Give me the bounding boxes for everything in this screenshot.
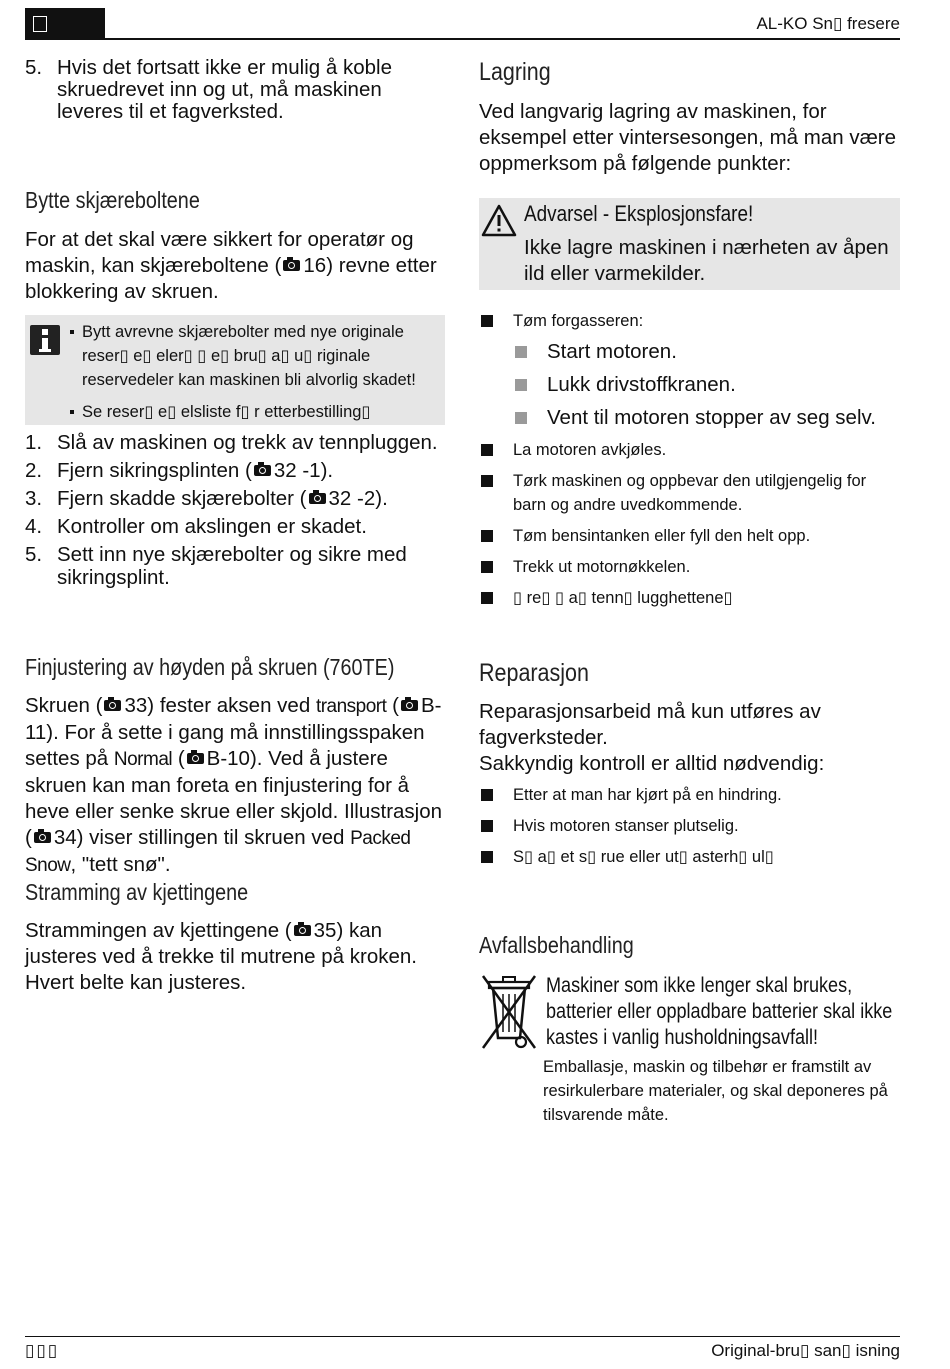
warning-triangle-icon [481,204,517,238]
step-number: 5. [25,543,43,566]
heading-storage: Lagring [479,58,551,86]
intro-text-b: ) revne etter blokkering av skruen. [25,254,437,303]
info-item: Bytt avrevne skjærebolter med nye originale reser▯ e▯ eler▯ ▯ e▯ bru▯ a▯ u▯ riginale reservedeler kan maskinen bli alvorlig skadet! [70,320,440,392]
chain-text: Strammingen av kjettingene ( 35) kan justeres ved å trekke til mutrene på kroken. Hvert belte kan justeres. [25,919,417,994]
figure-ref: 33 [124,694,148,717]
step-text: ). [320,459,334,482]
list-item: Tørk maskinen og oppbevar den utilgjengelig for barn og andre uvedkommende. [479,469,900,517]
setting-name: Packed Snow [25,828,411,876]
warning-text: Ikke lagre maskinen i nærheten av åpen ild eller varmekilder. [524,236,889,285]
step-number: 3. [25,487,43,510]
info-item: Se reser▯ e▯ elsliste f▯ r etterbestilling▯ [70,400,440,424]
header-title: AL-KO Sn▯ fresere [756,14,900,33]
heading-disposal: Avfallsbehandling [479,932,634,958]
step-text: Kontroller om akslingen er skadet. [57,515,367,538]
sub-list-item: Lukk drivstoffkranen. [513,372,900,398]
warning-title: Advarsel - Eksplosjonsfare! [524,201,754,226]
shear-bolts-intro [25,227,445,305]
figure-ref: 35 [313,919,337,942]
shear-bolts-steps [25,431,445,594]
step-item [25,459,445,482]
list-item: Etter at man har kjørt på en hindring. [479,783,900,807]
step-number: 1. [25,431,43,454]
step-text: Sett inn nye skjærebolter og sikre med sikringsplint. [57,543,407,589]
info-list [70,320,440,432]
list-item: Hvis motoren stanser plutselig. [479,814,900,838]
footer-page-number: ▯▯▯ [25,1341,60,1360]
setting-name: transport [315,696,387,717]
camera-icon [254,465,271,476]
list-item: La motoren avkjøles. [479,438,900,462]
step-number: 5. [25,56,43,79]
list-item: Trekk ut motornøkkelen. [479,555,900,579]
header-page-tab [25,8,105,40]
step-item [25,515,445,538]
sub-list-item: Start motoren. [513,339,900,365]
intro-text-a: For at det skal være sikkert for operatør og maskin, kan skjæreboltene ( [25,228,414,277]
sub-list [513,339,900,431]
heading-chain: Stramming av kjettingene [25,879,249,905]
step-item [25,431,445,454]
footer-title: Original-bru▯ san▯ isning [711,1341,900,1360]
camera-icon [401,700,418,711]
camera-icon [187,753,204,764]
step-number: 2. [25,459,43,482]
list-item: Tøm forgasseren: Start motoren. Lukk drivstoffkranen. Vent til motoren stopper av seg selv. [479,309,900,431]
storage-intro: Ved langvarig lagring av maskinen, for eksempel etter vintersesongen, må man være oppmerksom på følgende punkter: [479,100,897,175]
camera-icon [34,832,51,843]
setting-name: Normal [113,749,173,770]
intro-step-5 [25,57,445,123]
fine-adjust-text: Skruen ( 33) fester aksen ved transport ( B-11). For å sette i gang må innstillingsspaken settes på Normal ( B-10). Ved å justere skruen kan man foreta en finjustering for å heve eller senke skrue eller skjold. Illustrasjon ( 34) viser stillingen til skruen ved Packed Snow, "tett snø". [25,694,443,876]
figure-ref: 16 [303,254,327,277]
figure-ref: 34 [53,826,77,849]
disposal-warning: Maskiner som ikke lenger skal brukes, batterier eller oppladbare batterier skal ikke kastes i vanlig husholdningsavfall! [546,974,893,1049]
step-text: Slå av maskinen og trekk av tennpluggen. [57,431,438,454]
storage-list [479,309,900,617]
camera-icon [309,493,326,504]
repair-list [479,783,900,876]
disposal-text: Emballasje, maskin og tilbehør er framstilt av resirkulerbare materialer, og skal deponeres på tilsvarende måte. [543,1058,888,1124]
step-text: Fjern sikringsplinten ( [57,459,252,482]
info-box [25,315,445,425]
step-number: 4. [25,515,43,538]
camera-icon [283,260,300,271]
info-icon [30,325,60,355]
heading-shear-bolts: Bytte skjæreboltene [25,187,200,213]
heading-repair: Reparasjon [479,659,589,687]
figure-ref: 32 -2 [328,487,376,510]
sub-list-item: Vent til motoren stopper av seg selv. [513,405,900,431]
step-item [25,543,445,589]
list-item: Tøm bensintanken eller fyll den helt opp. [479,524,900,548]
figure-ref: 32 -1 [273,459,321,482]
step-item [25,487,445,510]
header-rule [25,38,900,40]
step-text: Hvis det fortsatt ikke er mulig å koble skruedrevet inn og ut, må maskinen leveres til et fagverksted. [57,56,392,123]
figure-ref: B-10 [206,747,250,770]
crossed-bin-icon [479,972,539,1054]
step-text: Fjern skadde skjærebolter ( [57,487,307,510]
step-text: ). [375,487,388,510]
camera-icon [294,925,311,936]
repair-intro: Reparasjonsarbeid må kun utføres av fagverksteder. Sakkyndig kontroll er alltid nødvendig: [479,700,825,775]
heading-fine-adjust: Finjustering av høyden på skruen (760TE) [25,654,395,680]
footer-rule [25,1336,900,1337]
camera-icon [104,700,121,711]
tab-box-icon [33,16,47,32]
figure-ref: B-11 [25,694,442,744]
list-item: ▯ re▯ ▯ a▯ tenn▯ lugghettene▯ [479,586,900,610]
warning-box [479,198,900,290]
list-item: S▯ a▯ et s▯ rue eller ut▯ asterh▯ ul▯ [479,845,900,869]
